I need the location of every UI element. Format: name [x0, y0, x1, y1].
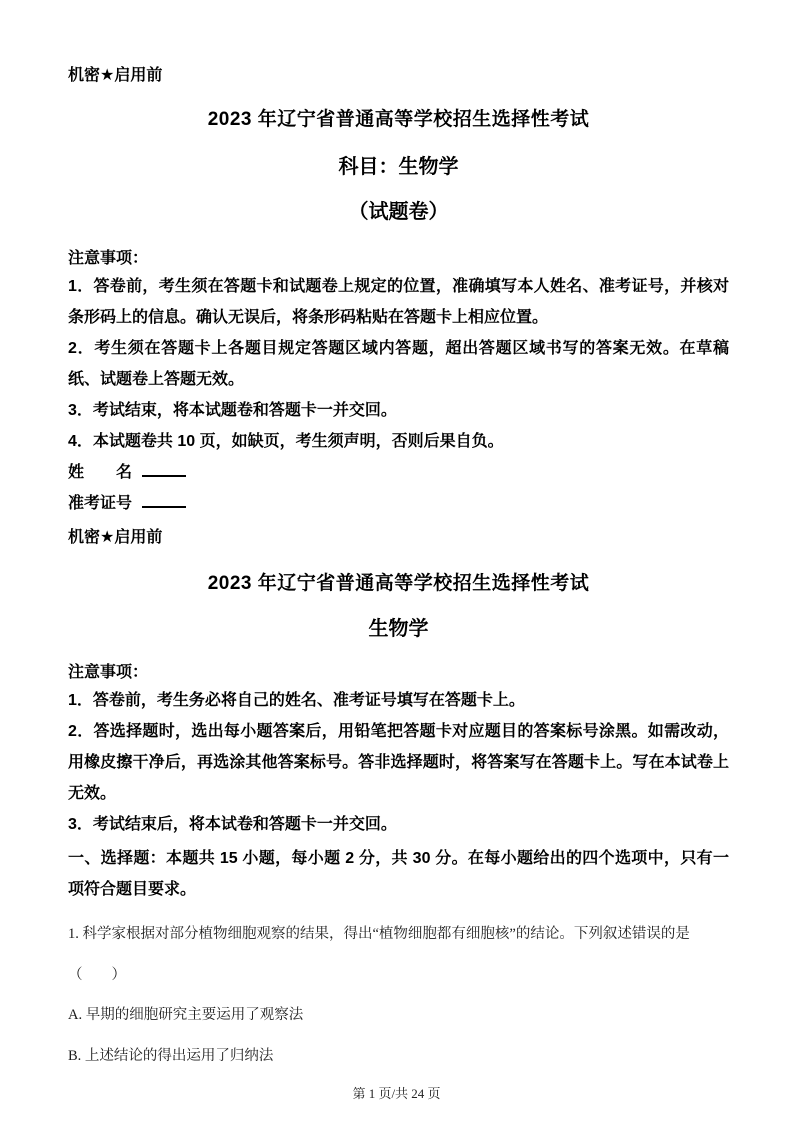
- question-1-option-b: B. 上述结论的得出运用了归纳法: [68, 1047, 274, 1064]
- notice-heading-cover: 注意事项：: [68, 250, 149, 267]
- admission-no-field-row: [68, 488, 729, 519]
- confidential-notice-top: 机密★启用前: [68, 67, 163, 84]
- notice-heading-inner: 注意事项：: [68, 664, 149, 681]
- admission-no-blank-line: [142, 492, 186, 508]
- cover-notice-item-1: 1．答卷前，考生须在答题卡和试题卷上规定的位置，准确填写本人姓名、准考证号，并核对条形码上的信息。确认无误后，将条形码粘贴在答题卡上相应位置。: [68, 278, 729, 326]
- question-1-option-a: A. 早期的细胞研究主要运用了观察法: [68, 1007, 304, 1023]
- name-field-label: 姓 名: [68, 464, 133, 481]
- exam-title-inner: 2023 年辽宁省普通高等学校招生选择性考试: [207, 573, 590, 594]
- question-1-answer-bracket: （ ）: [68, 966, 126, 983]
- inner-notice-item-2: 2．答选择题时，选出每小题答案后，用铅笔把答题卡对应题目的答案标号涂黑。如需改动，用橡皮擦干净后，再选涂其他答案标号。答非选择题时，将答案写在答题卡上。写在本试卷上无效。: [68, 723, 729, 802]
- page-content: [68, 0, 729, 1083]
- subject-line: 科目：生物学: [338, 156, 459, 178]
- cover-notice-item-2: 2．考生须在答题卡上各题目规定答题区域内答题，超出答题区域书写的答案无效。在草稿纸、试题卷上答题无效。: [68, 340, 729, 388]
- page-number-footer: 第 1 页/共 24 页: [352, 1086, 441, 1101]
- paper-type-line: （试题卷）: [348, 201, 449, 223]
- inner-notice-item-3: 3．考试结束后，将本试卷和答题卡一并交回。: [68, 816, 397, 833]
- name-blank-line: [142, 461, 186, 477]
- multiple-choice-section-heading: 一、选择题：本题共 15 小题，每小题 2 分，共 30 分。在每小题给出的四个选项中，只有一项符合题目要求。: [68, 850, 729, 898]
- admission-no-label: 准考证号: [68, 495, 133, 512]
- confidential-notice-mid: 机密★启用前: [68, 529, 163, 546]
- exam-title: 2023 年辽宁省普通高等学校招生选择性考试: [207, 109, 590, 130]
- inner-notice-item-1: 1．答卷前，考生务必将自己的姓名、准考证号填写在答题卡上。: [68, 692, 525, 709]
- name-field-row: [68, 457, 729, 488]
- question-1-stem: 1. 科学家根据对部分植物细胞观察的结果，得出“植物细胞都有细胞核”的结论。下列叙述错误的是: [68, 926, 690, 942]
- cover-notice-item-3: 3．考试结束，将本试题卷和答题卡一并交回。: [68, 402, 397, 419]
- cover-notice-item-4: 4．本试题卷共 10 页，如缺页，考生须声明，否则后果自负。: [68, 433, 504, 450]
- subject-title-inner: 生物学: [368, 618, 429, 640]
